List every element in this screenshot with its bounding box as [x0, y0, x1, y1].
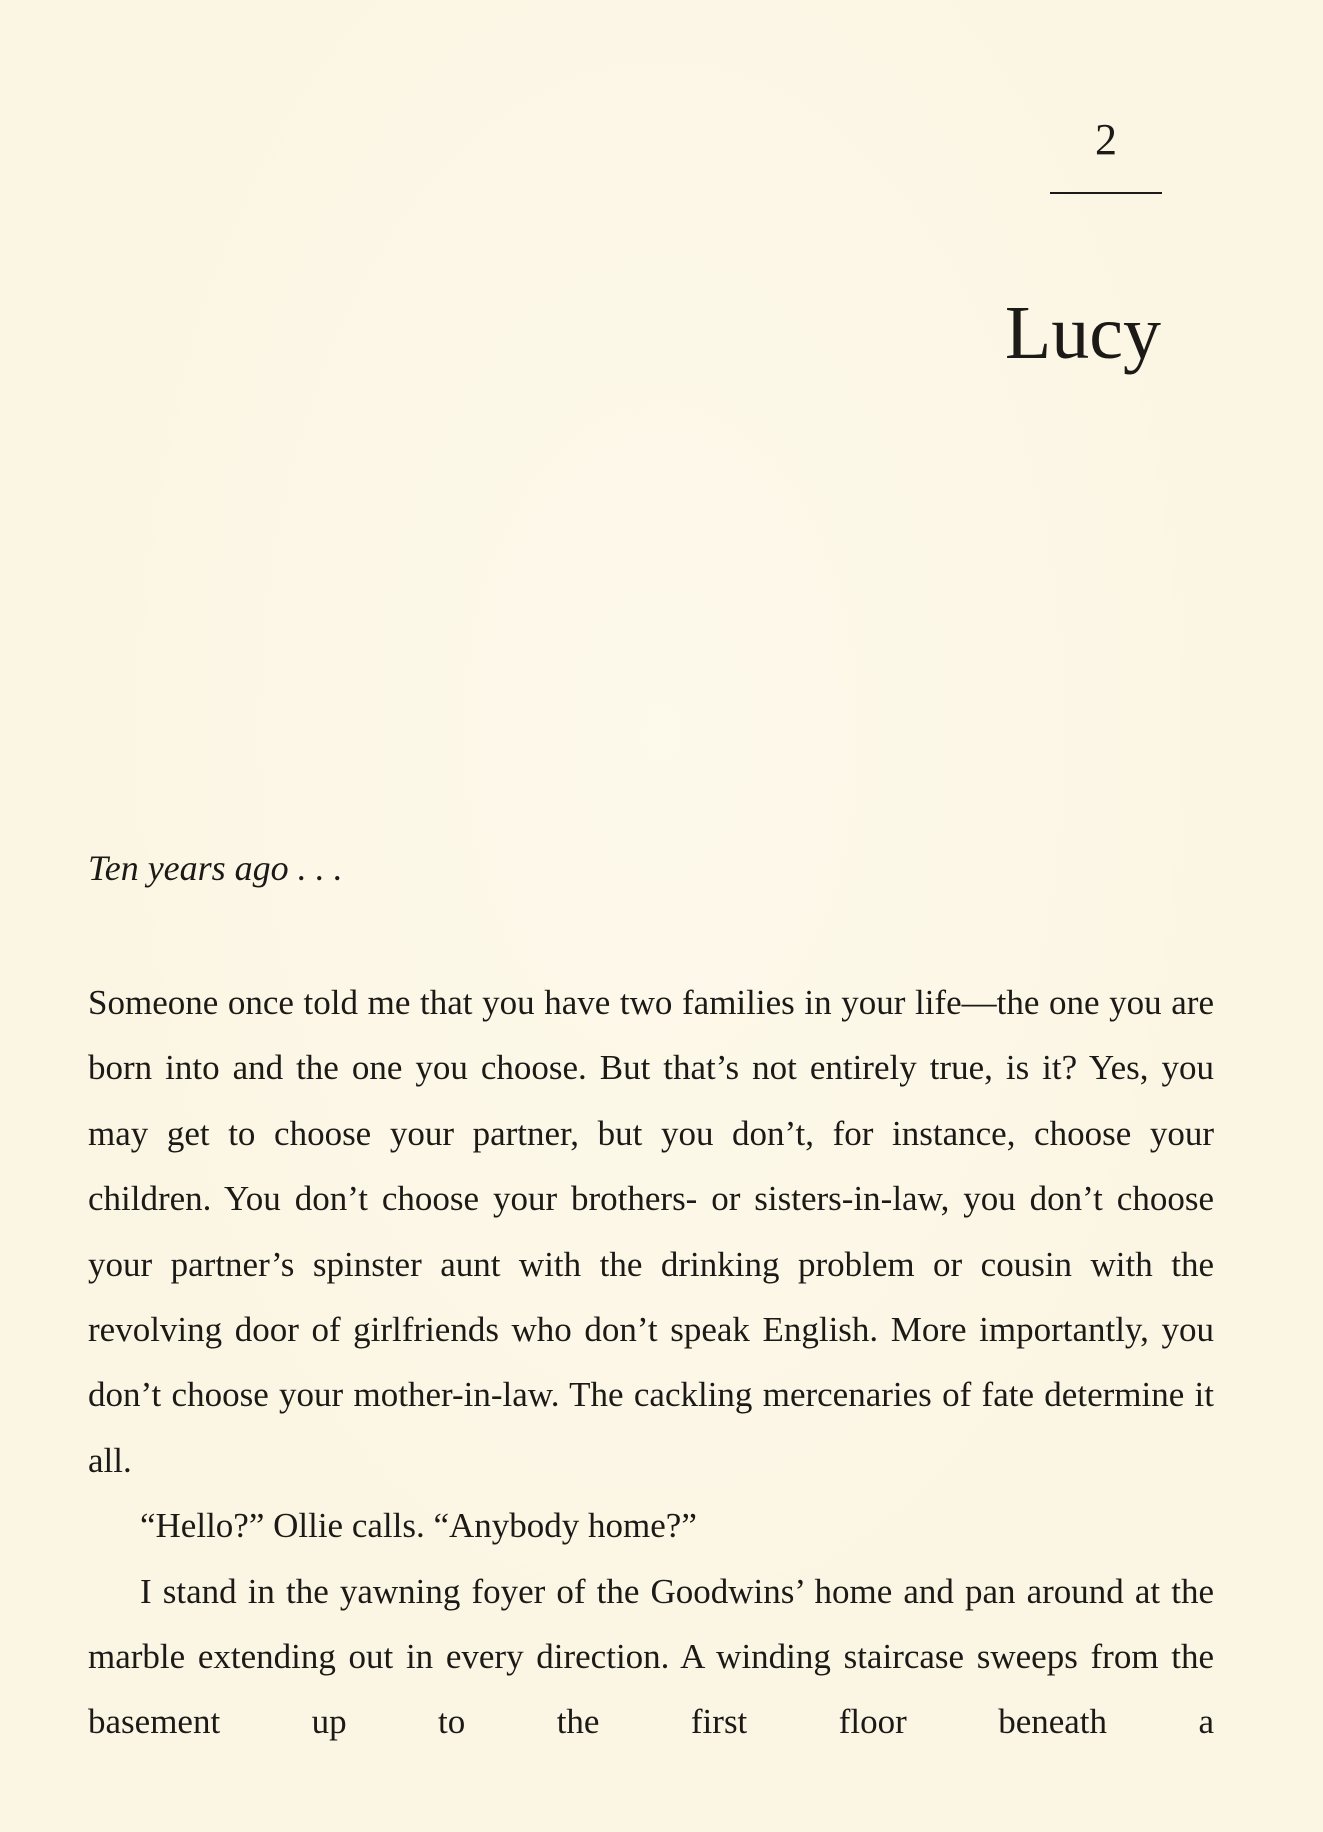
time-marker: Ten years ago . . . [88, 848, 343, 888]
body-text [88, 970, 1214, 1755]
chapter-rule [1050, 192, 1162, 194]
paragraph-2: “Hello?” Ollie calls. “Anybody home?” [140, 1506, 697, 1546]
chapter-number: 2 [1095, 115, 1118, 164]
chapter-title: Lucy [1004, 291, 1161, 375]
show-through-texture [80, 0, 1280, 756]
paragraph-1: Someone once told me that you have two families in your life—the one you are born into and the one you choose. But that’s not entirely true, is it? Yes, you may get to choose your partner, but you don’t, for instance, choose your children. You don’t choose your brothers- or sisters-in-law, you don’t choose your partner’s spinster aunt with the drinking problem or cousin with the revolving door of girlfriends who don’t speak English. More importantly, you don’t choose your mother-in-law. The cackling mercenaries of fate determine it all. [88, 983, 1214, 1480]
paragraph-3: I stand in the yawning foyer of the Goodwins’ home and pan around at the marble extending out in every direction. A winding staircase sweeps from the basement up to the first floor beneath a [88, 1571, 1214, 1742]
